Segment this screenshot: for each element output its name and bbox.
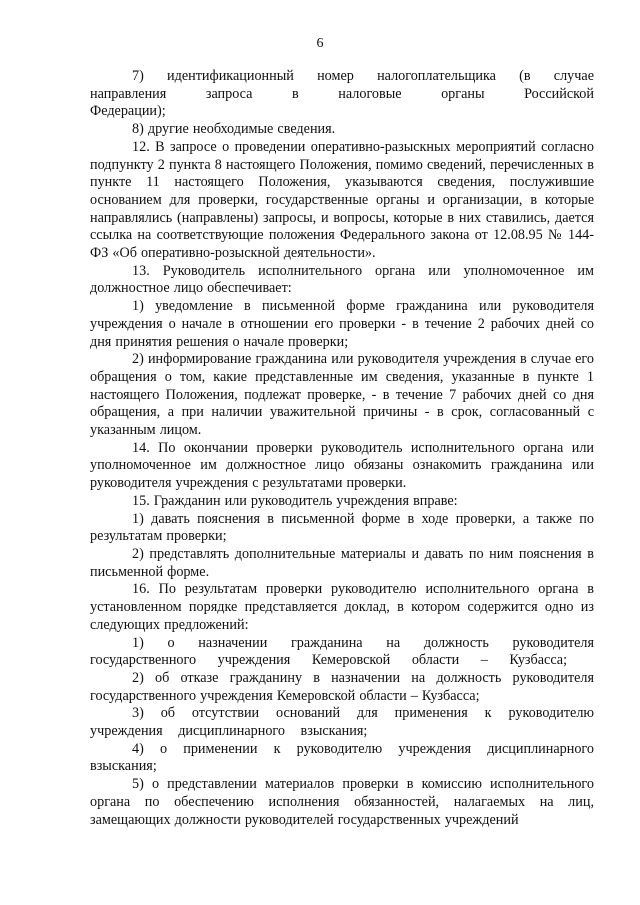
paragraph-16-item-5: 5) о представлении материалов проверки в комиссию исполнительного органа по обеспечению исполнения обязанностей, налагаемых на лиц, замещающих должности руководителей государственных учреждений [90,776,594,828]
paragraph-14: 14. По окончании проверки руководитель исполнительного органа или уполномоченное им должностное лицо обязаны ознакомить гражданина или руководителя учреждения с результатами проверки. [90,439,594,492]
document-body [90,68,594,829]
paragraph-16-item-3: 3) об отсутствии оснований для применения к руководителю учреждения дисциплинарного взыскания; [90,705,594,740]
paragraph-16: 16. По результатам проверки руководителю исполнительного органа в установленном порядке представляется доклад, в котором содержится одно из следующих предложений: [90,581,594,633]
page-number: 6 [316,36,324,51]
paragraph-15-item-1: 1) давать пояснения в письменной форме в ходе проверки, а также по результатам проверки; [90,510,594,545]
paragraph-15: 15. Гражданин или руководитель учреждения вправе: [132,492,458,509]
paragraph-12: 12. В запросе о проведении оперативно-разыскных мероприятий согласно подпункту 2 пункта 8 настоящего Положения, помимо сведений, перечисленных в пункте 11 настоящего Положения, указываются сведения, послужившие основанием для проверки, государственные органы и организации, в которые направлялись (направлены) запросы, и вопросы, которые в них ставились, дается ссылка на соответствующие положения Федерального закона от 12.08.95 № 144-ФЗ «Об оперативно-розыскной деятельности». [90,138,594,262]
paragraph-13: 13. Руководитель исполнительного органа или уполномоченное им должностное лицо обеспечивает: [90,262,594,297]
paragraph-16-item-4: 4) о применении к руководителю учреждения дисциплинарного взыскания; [90,740,594,775]
paragraph-16-item-1: 1) о назначении гражданина на должность руководителя государственного учреждения Кемеровской области – Кузбасса; [90,634,594,669]
paragraph-13-item-1: 1) уведомление в письменной форме гражданина или руководителя учреждения о начале в отношении его проверки - в течение 2 рабочих дней со дня принятия решения о начале проверки; [90,298,594,350]
paragraph-item-8-other: 8) другие необходимые сведения. [132,121,336,138]
paragraph-16-item-2: 2) об отказе гражданину в назначении на должность руководителя государственного учреждения Кемеровской области – Кузбасса; [90,669,594,704]
paragraph-15-item-2: 2) представлять дополнительные материалы и давать по ним пояснения в письменной форме. [90,545,594,580]
paragraph-13-item-2: 2) информирование гражданина или руководителя учреждения в случае его обращения о том, какие представленные им сведения, указанные в пункте 1 настоящего Положения, подлежат проверке, - в течение 7 рабочих дней со дня обращения, а при наличии уважительной причины - в срок, согласованный с указанным лицом. [90,351,594,439]
paragraph-item-7-inn: 7) идентификационный номер налогоплательщика (в случае направления запроса в налоговые органы Российской Федерации); [90,68,594,120]
